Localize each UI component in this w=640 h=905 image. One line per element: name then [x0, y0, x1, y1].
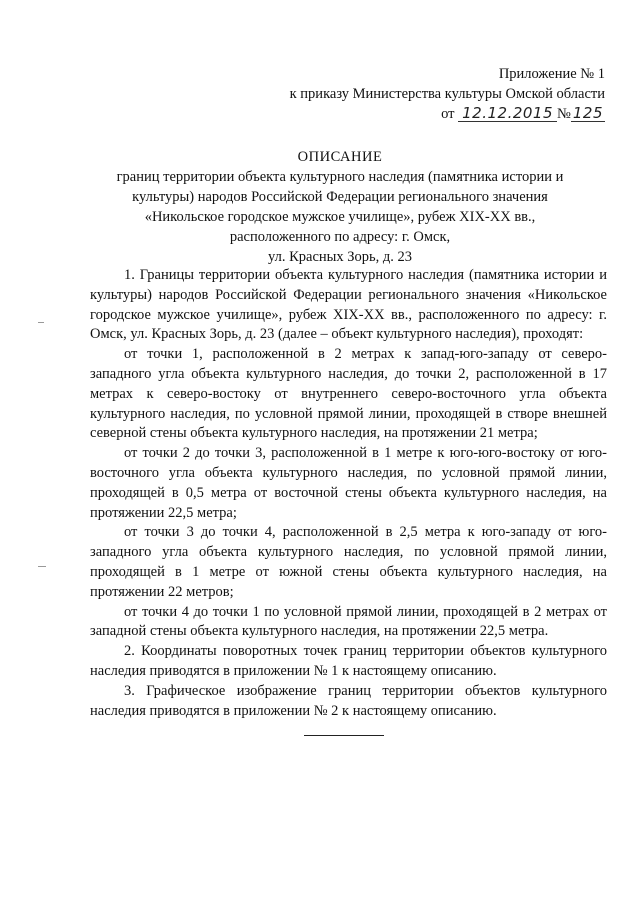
- title-line: культуры) народов Российской Федерации регионального значения: [132, 189, 548, 205]
- handwritten-number: 125: [572, 104, 603, 122]
- body-paragraph: от точки 1, расположенной в 2 метрах к запад-юго-западу от северо-западного угла объекта культурного наследия, до точки 2, расположенной в 17 метрах к северо-востоку от внутреннего северо-восточного угла объекта культурного наследия, по условной прямой линии, проходящей в створе внешней северной стены объекта культурного наследия, на протяжении 21 метра;: [90, 346, 607, 442]
- handwritten-date: 12.12.2015: [458, 105, 557, 122]
- body-paragraph: от точки 2 до точки 3, расположенной в 1 метре к юго-юго-востоку от юго-восточного угла объекта культурного наследия, по условной прямой линии, проходящей в 0,5 метра от восточной стены объекта культурного наследия, на протяжении 22,5 метра;: [90, 445, 607, 521]
- appendix-title: Приложение № 1: [498, 66, 605, 82]
- title-line: границ территории объекта культурного наследия (памятника истории и: [116, 169, 564, 185]
- end-rule: [304, 735, 384, 736]
- number-sign: №: [557, 106, 571, 122]
- body-paragraph: 3. Графическое изображение границ территории объектов культурного наследия приводятся в приложении № 2 к настоящему описанию.: [90, 682, 607, 719]
- document-title: [90, 147, 590, 267]
- scan-mark: [38, 566, 46, 567]
- title-heading: ОПИСАНИЕ: [297, 149, 383, 165]
- title-line: расположенного по адресу: г. Омск,: [229, 229, 451, 245]
- title-line: ул. Красных Зорь, д. 23: [267, 249, 413, 265]
- scan-mark: [38, 322, 44, 323]
- title-line: «Никольское городское мужское училище», рубеж XIX-XX вв.,: [144, 209, 536, 225]
- body-paragraph: от точки 4 до точки 1 по условной прямой линии, проходящей в 2 метрах от западной стены объекта культурного наследия, на протяжении 22,5 метра.: [90, 603, 607, 640]
- body-paragraph: от точки 3 до точки 4, расположенной в 2,5 метра к юго-западу от юго-западного угла объекта культурного наследия, по условной прямой линии, проходящей в 1 метре от южной стены объекта культурного наследия, на протяжении 22 метров;: [90, 524, 607, 600]
- appendix-date-line: [290, 104, 605, 124]
- body-paragraph: 1. Границы территории объекта культурного наследия (памятника истории и культуры) народов Российской Федерации регионального значения «Никольское городское мужское училище», рубеж XIX-XX вв., расположенного по адресу: г. Омск, ул. Красных Зорь, д. 23 (далее – объект культурного наследия), проходят:: [90, 267, 607, 343]
- body-paragraph: 2. Координаты поворотных точек границ территории объектов культурного наследия приводятся в приложении № 1 к настоящему описанию.: [90, 643, 607, 679]
- date-prefix: от: [441, 106, 455, 122]
- appendix-order-ref: к приказу Министерства культуры Омской области: [289, 86, 605, 102]
- appendix-header: [290, 64, 605, 124]
- document-body: [90, 266, 607, 721]
